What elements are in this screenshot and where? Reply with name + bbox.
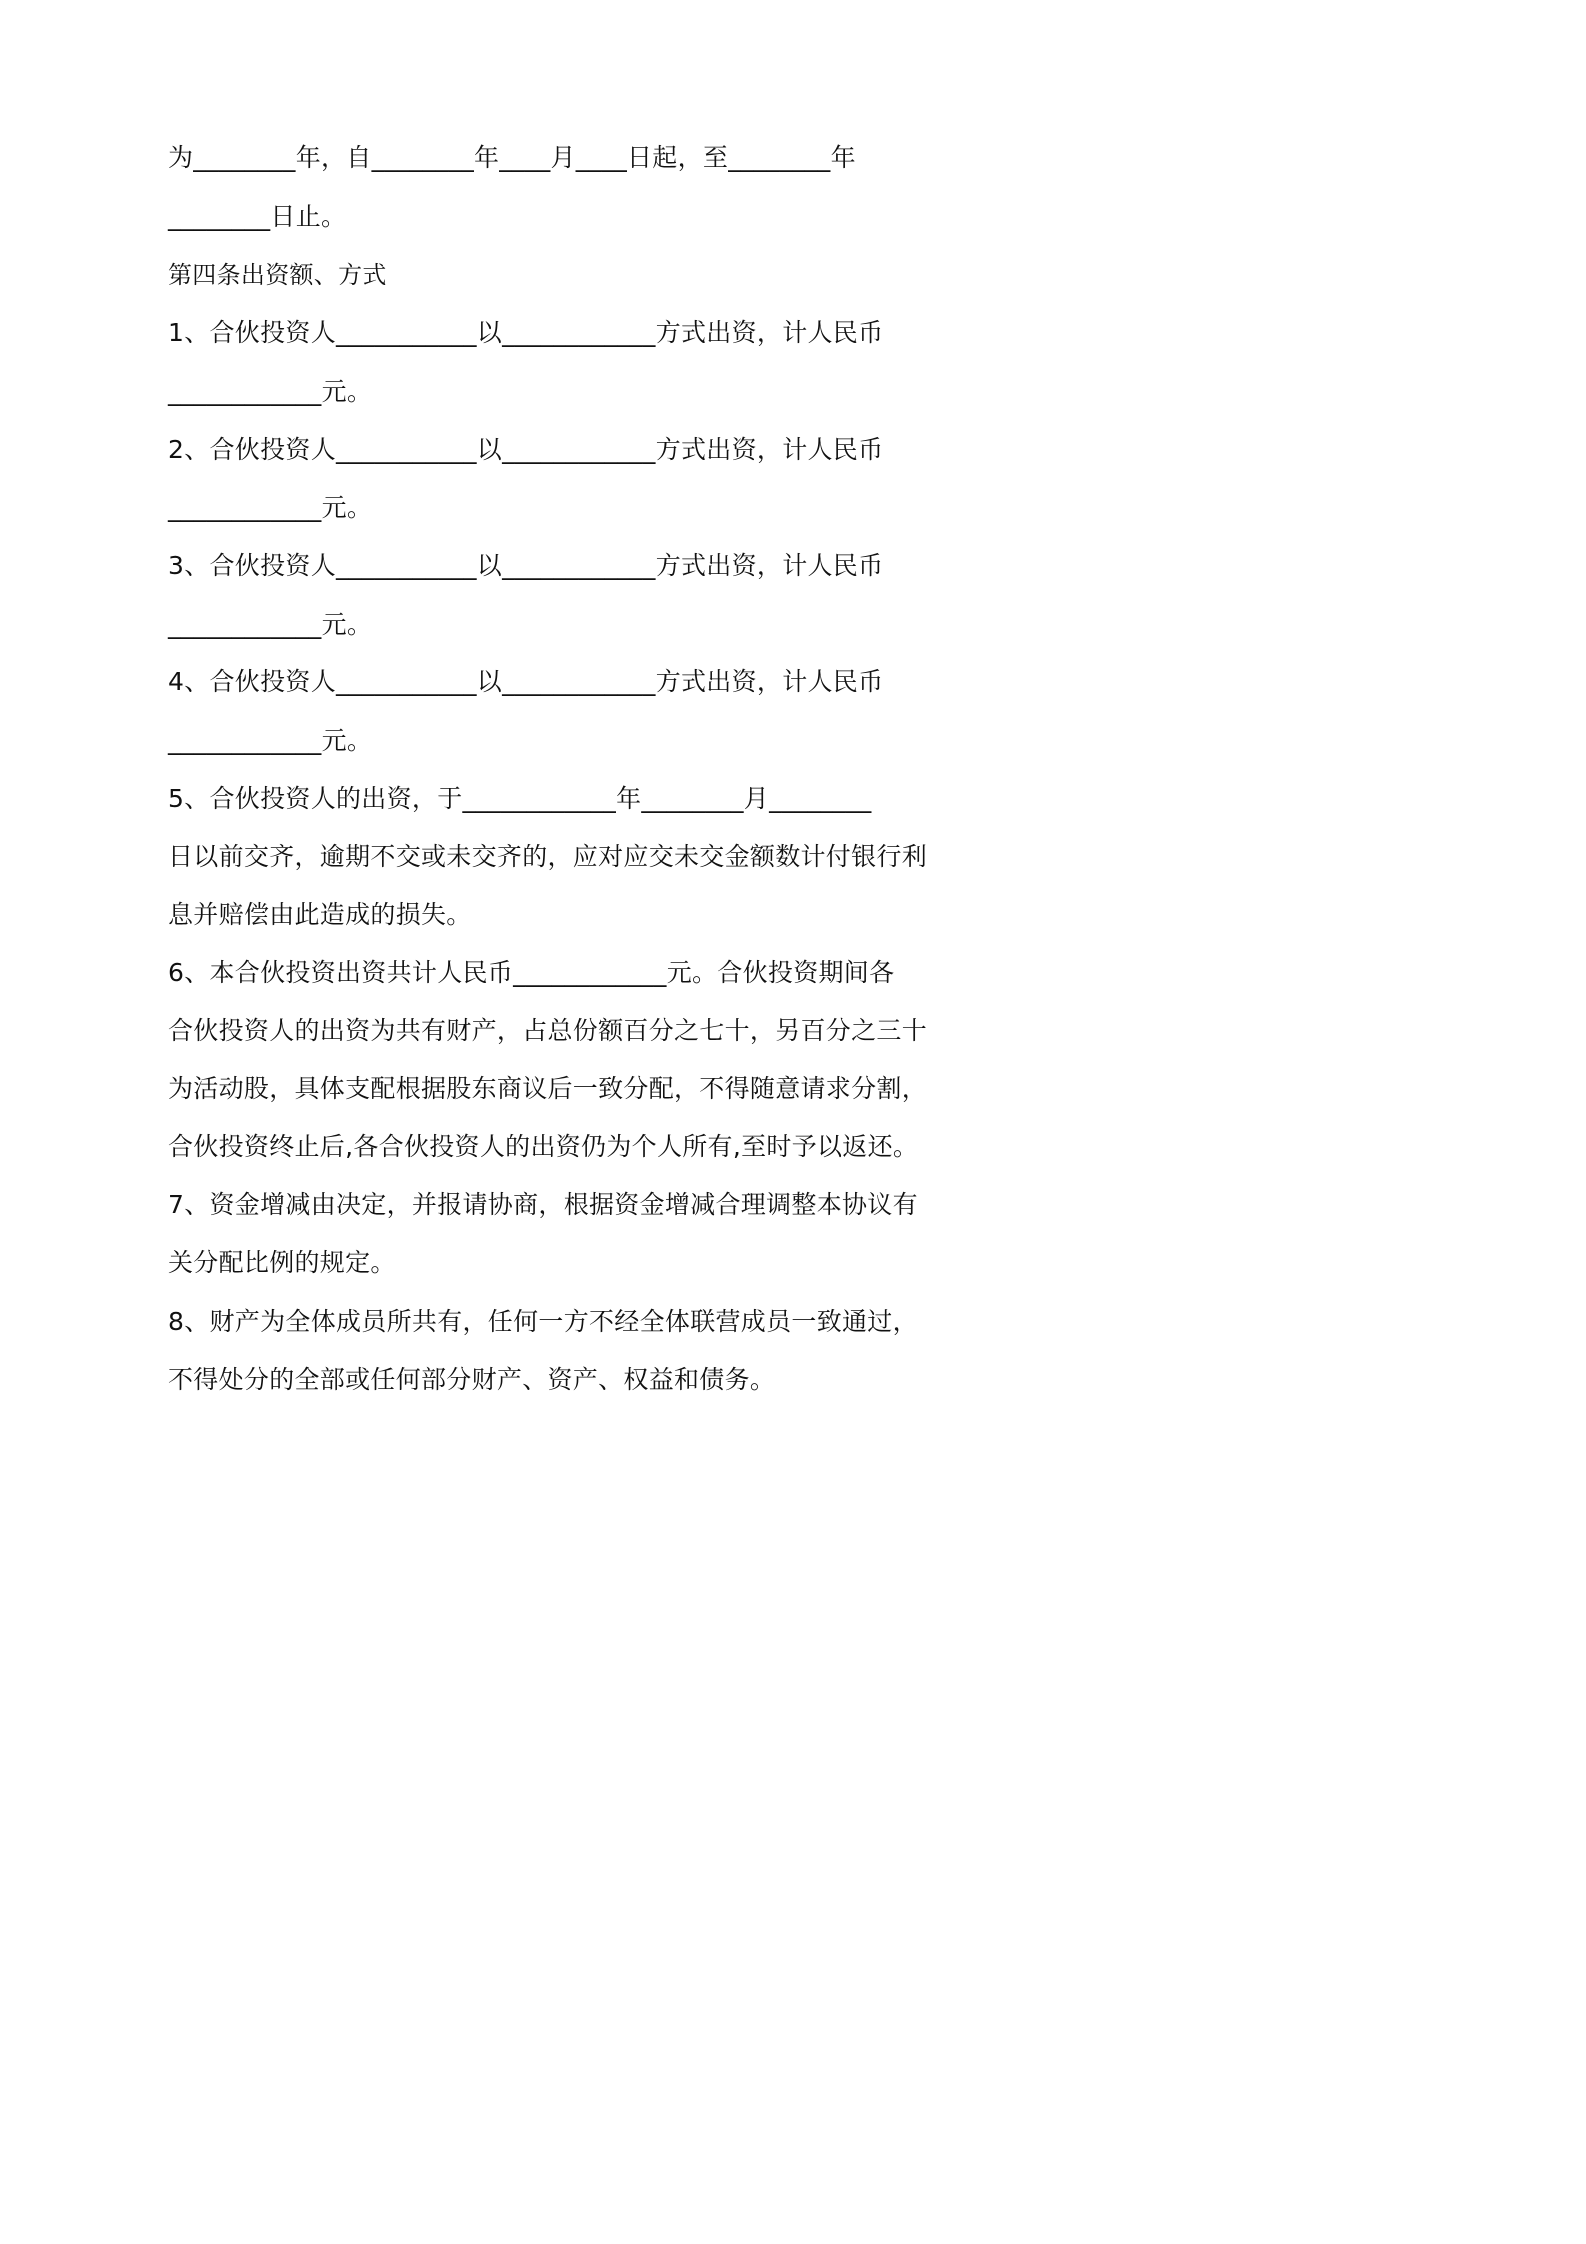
text-line-clause-8: 8、财产为全体成员所共有，任何一方不经全体联营成员一致通过， [168,1307,918,1336]
text-line-clause-7: 7、资金增减由决定，并报请协商，根据资金增减合理调整本协议有 [168,1190,918,1219]
text-line-clause-5-end: 息并赔偿由此造成的损失。 [168,900,472,929]
text-line-term-end: ________日止。 [168,202,347,231]
document-page [0,0,1100,1556]
text-line-term-dates: 为________年，自________年____月____日起，至________年 [168,143,856,172]
text-line-investor-3-amount: ____________元。 [168,610,373,639]
text-line-clause-8-end: 不得处分的全部或任何部分财产、资产、权益和债务。 [168,1365,776,1394]
text-line-clause-5: 5、合伙投资人的出资，于____________年________月________ [168,784,872,813]
text-line-clause-6-cont-1: 合伙投资人的出资为共有财产，占总份额百分之七十，另百分之三十 [168,1016,928,1045]
text-line-investor-4-amount: ____________元。 [168,726,373,755]
text-line-clause-5-cont: 日以前交齐，逾期不交或未交齐的，应对应交未交金额数计付银行利 [168,842,928,871]
text-line-investor-2-amount: ____________元。 [168,493,373,522]
text-line-clause-6-end: 合伙投资终止后,各合伙投资人的出资仍为个人所有,至时予以返还。 [168,1132,919,1161]
text-line-clause-6-cont-2: 为活动股，具体支配根据股东商议后一致分配，不得随意请求分割， [168,1074,928,1103]
text-line-investor-1: 1、合伙投资人___________以____________方式出资，计人民币 [168,318,884,347]
text-line-investor-4: 4、合伙投资人___________以____________方式出资，计人民币 [168,667,884,696]
text-line-investor-2: 2、合伙投资人___________以____________方式出资，计人民币 [168,435,884,464]
text-line-investor-3: 3、合伙投资人___________以____________方式出资，计人民币 [168,551,884,580]
text-line-clause-6: 6、本合伙投资出资共计人民币____________元。合伙投资期间各 [168,958,895,987]
text-line-clause-7-end: 关分配比例的规定。 [168,1248,396,1277]
section-heading-article-4: 第四条出资额、方式 [168,261,387,289]
text-line-investor-1-amount: ____________元。 [168,377,373,406]
